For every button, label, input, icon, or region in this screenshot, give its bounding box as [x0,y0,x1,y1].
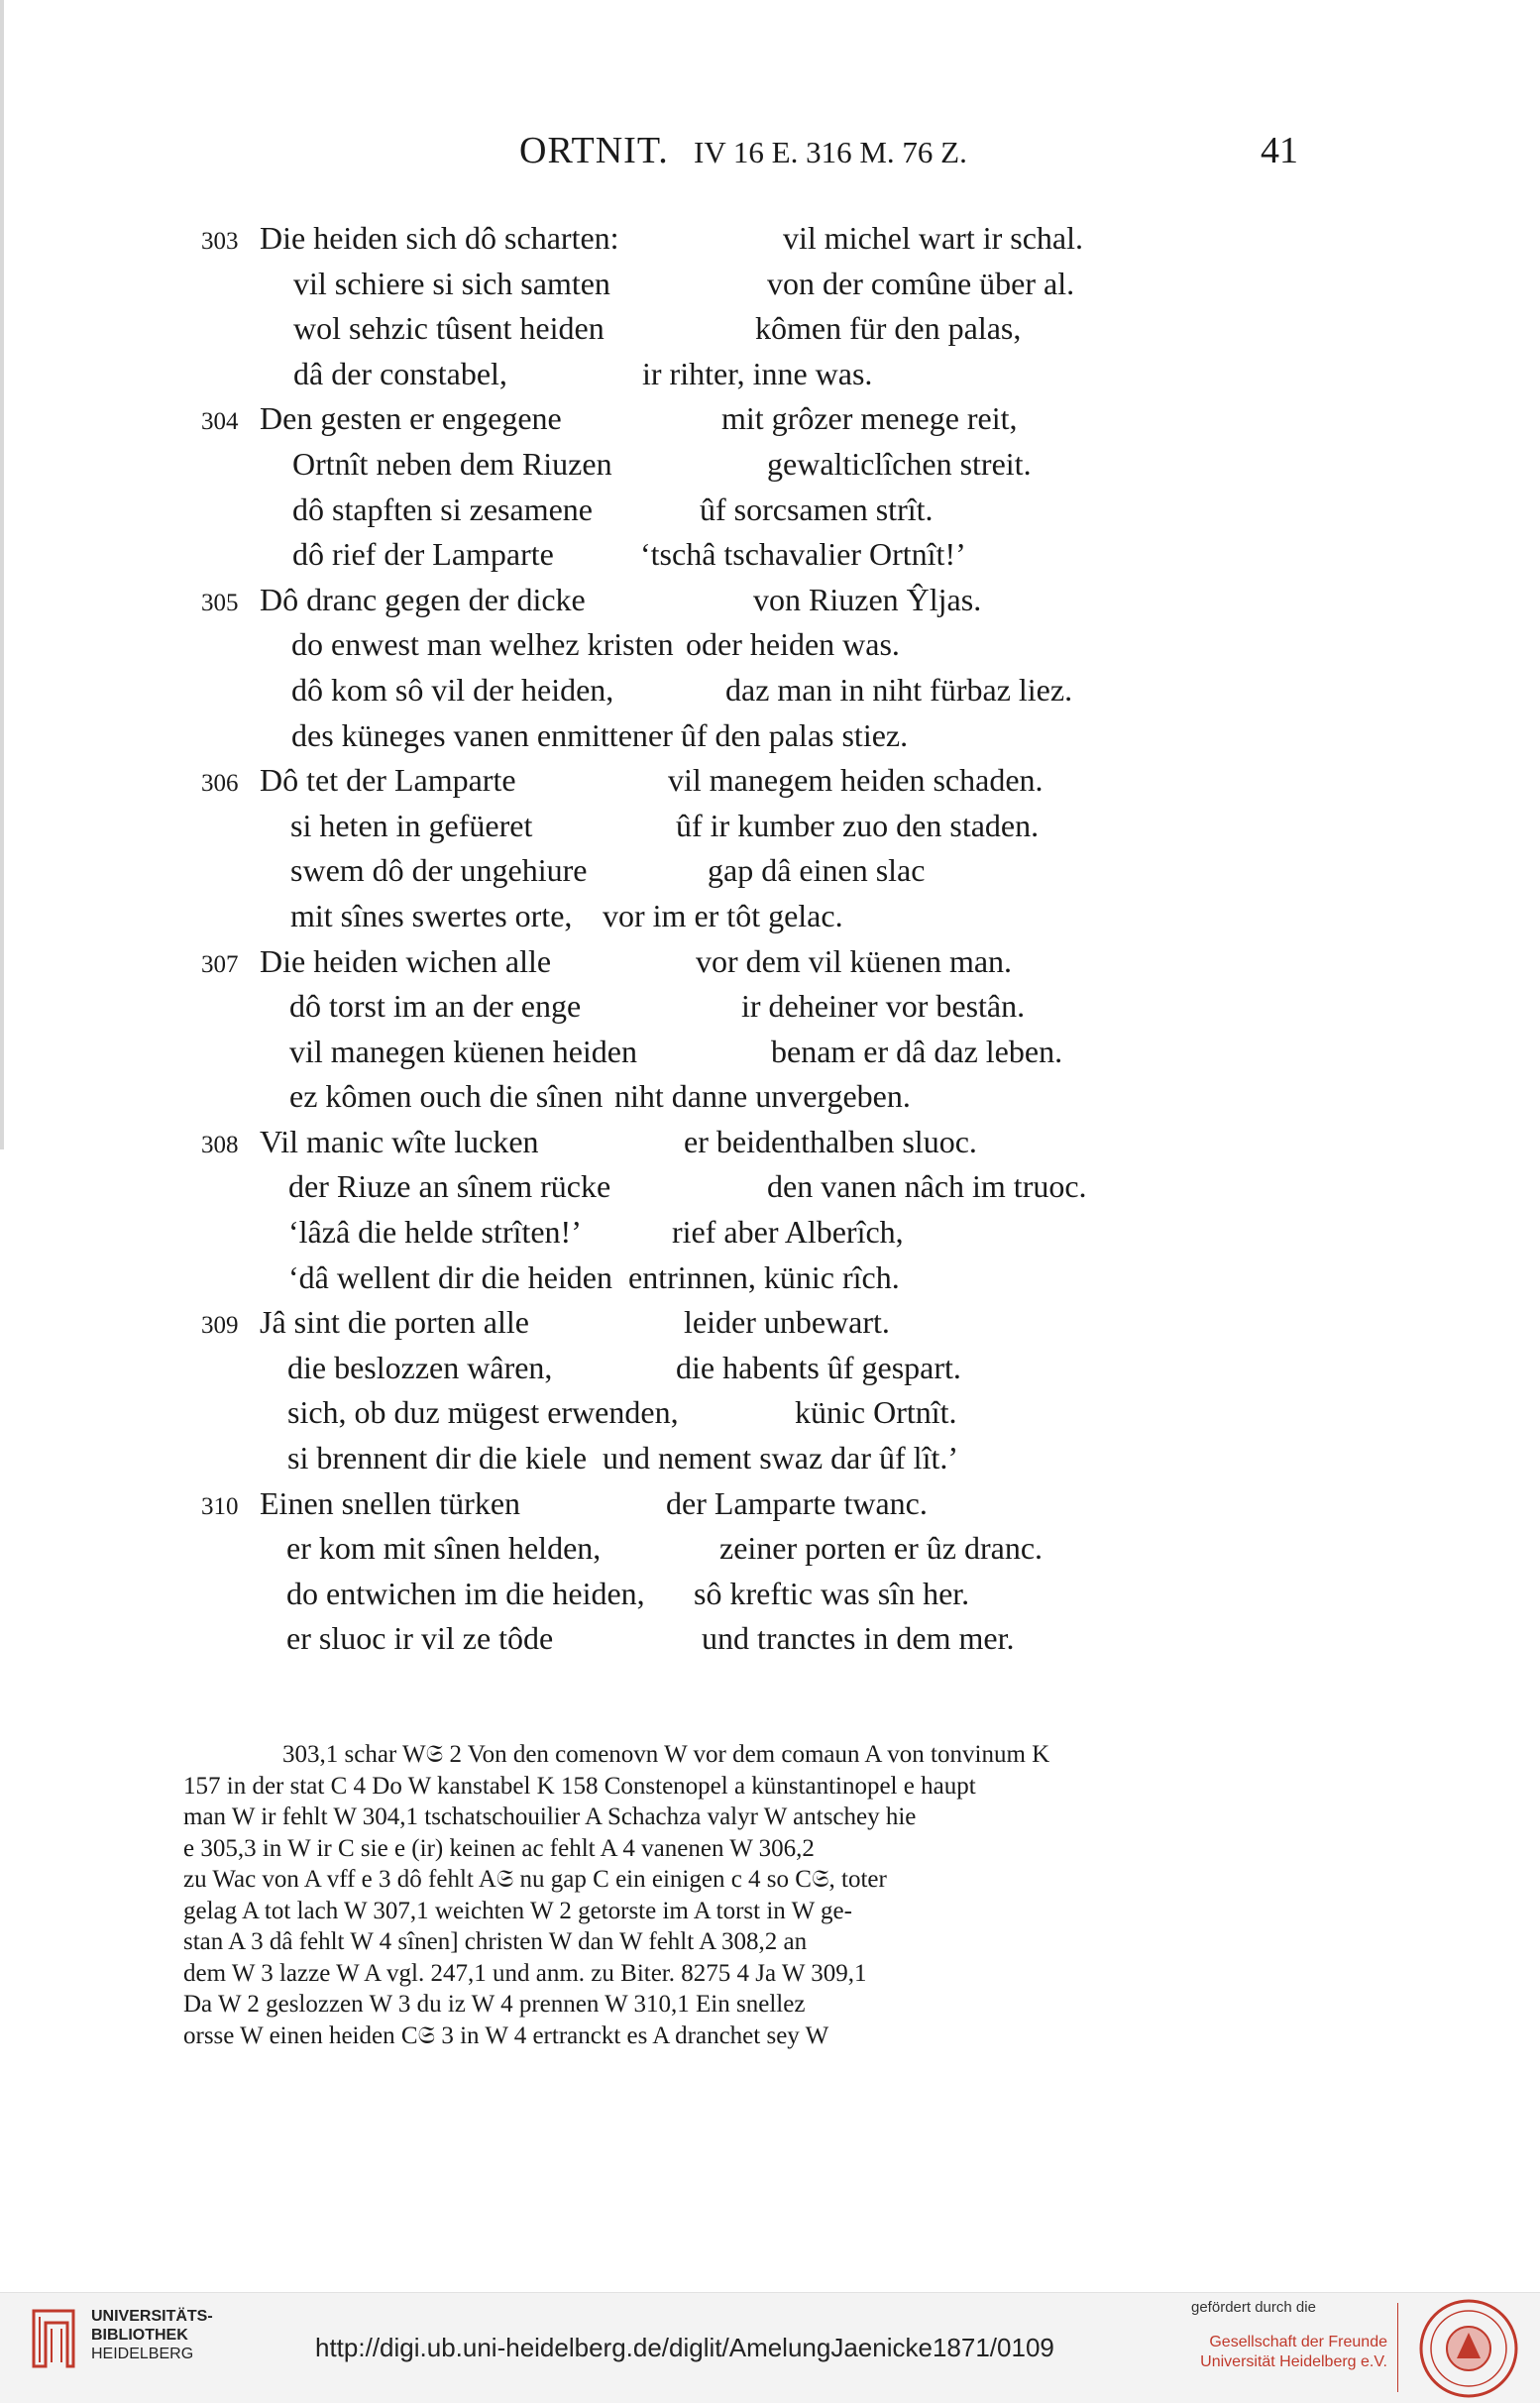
verse-second-half: niht danne unvergeben. [614,1078,911,1115]
verse-first-half: si heten in gefüeret [290,807,533,843]
verse-first-half: Den gesten er engegene [260,400,562,437]
verse-first-half: die beslozzen wâren, [287,1349,553,1385]
verse-second-half: mit grôzer menege reit, [721,400,1018,437]
verse-second-half: benam er dâ daz leben. [771,1033,1063,1069]
footnote-line: gelag A tot lach W 307,1 weichten W 2 getorste im A torst in W ge- [183,1897,852,1924]
verse-first-half: do enwest man welhez kristen [291,626,674,663]
stanza-number: 308 [201,1131,239,1158]
verse-line [0,1256,1540,1301]
verse-second-half: ûf ir kumber zuo den staden. [676,807,1040,843]
verse-first-half: Ortnît neben dem Riuzen [292,445,612,482]
verse-line [0,804,1540,849]
verse-line [0,1164,1540,1210]
verse-line [0,1436,1540,1481]
verse-first-half: Die heiden sich dô scharten: [260,220,619,256]
stanza-number: 306 [201,770,239,798]
society-name [1189,2333,1387,2372]
verse-second-half: den vanen nâch im truoc. [767,1168,1087,1205]
footnote-line: stan A 3 dâ fehlt W 4 sînen] christen W dan W fehlt A 308,2 an [183,1928,808,1955]
verse-line [0,1300,1540,1346]
verse-second-half: zeiner porten er ûz dranc. [719,1530,1044,1567]
footnote-line: e 305,3 in W ir C sie e (ir) keinen ac fehlt A 4 vanenen W 306,2 [183,1834,815,1862]
verse-first-half: des küneges vanen enmitten [291,716,648,753]
poem-text [0,216,1540,1662]
verse-line [0,352,1540,397]
verse-line [0,758,1540,804]
verse-line [0,1120,1540,1165]
footnote-line: man W ir fehlt W 304,1 tschatschouilier A Schachza valyr W antschey hie [183,1803,917,1830]
verse-second-half: von der comûne über al. [767,265,1075,301]
verse-second-half: von Riuzen Ŷljas. [753,581,982,617]
verse-line [0,894,1540,939]
verse-line [0,1526,1540,1572]
verse-line [0,848,1540,894]
verse-line [0,532,1540,578]
verse-line [0,578,1540,623]
university-seal-icon [1417,2297,1520,2400]
verse-line [0,1346,1540,1391]
verse-line [0,1481,1540,1527]
verse-second-half: er beidenthalben sluoc. [684,1123,977,1159]
verse-second-half: er ûf den palas stiez. [648,716,909,753]
verse-line [0,1616,1540,1662]
verse-second-half: leider unbewart. [684,1304,890,1341]
verse-first-half: sich, ob duz mügest erwenden, [287,1394,679,1431]
verse-line [0,622,1540,668]
verse-second-half: ‘tschâ tschavalier Ortnît!’ [640,536,966,573]
verse-first-half: Einen snellen türken [260,1484,521,1521]
verse-second-half: vil michel wart ir schal. [783,220,1084,256]
verse-line [0,984,1540,1030]
verse-line [0,216,1540,262]
verse-first-half: Jâ sint die porten alle [260,1304,529,1341]
verse-second-half: ir deheiner vor bestân. [741,988,1026,1025]
verse-second-half: gap dâ einen slac [708,852,926,889]
verse-second-half: ir rihter, inne was. [642,355,873,391]
library-name [91,2307,213,2363]
stanza-number: 310 [201,1492,239,1520]
verse-second-half: künic Ortnît. [795,1394,957,1431]
verse-second-half: und tranctes in dem mer. [702,1620,1015,1657]
verse-first-half: dô torst im an der enge [289,988,582,1025]
verse-first-half: dô rief der Lamparte [292,536,554,573]
verse-first-half: dâ der constabel, [293,355,507,391]
verse-first-half: swem dô der ungehiure [290,852,588,889]
verse-first-half: vil manegen küenen heiden [289,1033,637,1069]
verse-second-half: oder heiden was. [686,626,900,663]
verse-first-half: do entwichen im die heiden, [286,1575,645,1611]
verse-second-half: der Lamparte twanc. [666,1484,928,1521]
verse-second-half: rief aber Alberîch, [672,1214,904,1251]
verse-line [0,713,1540,759]
verse-first-half: mit sînes swertes orte, [290,897,573,933]
society-name-line2: Universität Heidelberg e.V. [1200,2353,1387,2370]
page-number: 41 [1261,130,1298,171]
footer-divider [1397,2303,1398,2392]
permalink-url[interactable]: http://digi.ub.uni-heidelberg.de/diglit/AmelungJaenicke1871/0109 [315,2333,1054,2362]
verse-first-half: der Riuze an sînem rücke [288,1168,611,1205]
verse-second-half: daz man in niht fürbaz liez. [725,671,1073,708]
verse-first-half: wol sehzic tûsent heiden [293,310,605,347]
verse-first-half: Dô tet der Lamparte [260,762,516,799]
critical-apparatus [183,1739,1288,2051]
verse-first-half: dô kom sô vil der heiden, [291,671,614,708]
verse-second-half: und nement swaz dar ûf lît.’ [603,1440,958,1476]
verse-first-half: ‘lâzâ die helde strîten!’ [288,1214,582,1251]
verse-second-half: vor dem vil küenen man. [696,942,1013,979]
running-title: ORTNIT. [519,130,669,171]
library-name-line2: BIBLIOTHEK [91,2327,188,2344]
verse-line [0,396,1540,442]
verse-first-half: dô stapften si zesamene [292,491,593,527]
verse-second-half: vor im er tôt gelac. [603,897,843,933]
verse-line [0,939,1540,985]
society-name-line1: Gesellschaft der Freunde [1209,2334,1387,2350]
footnote-line: dem W 3 lazze W A vgl. 247,1 und anm. zu Biter. 8275 4 Ja W 309,1 [183,1959,867,1987]
verse-line [0,442,1540,488]
footnote-line: Da W 2 geslozzen W 3 du iz W 4 prennen W 310,1 Ein snellez [183,1991,806,2018]
verse-second-half: gewalticlîchen streit. [767,445,1032,482]
stanza-number: 305 [201,589,239,616]
verse-first-half: ‘dâ wellent dir die heiden [288,1258,612,1295]
verse-second-half: kômen für den palas, [755,310,1022,347]
footnote-line: 157 in der stat C 4 Do W kanstabel K 158 Constenopel a künstantinopel e haupt [183,1772,976,1800]
running-reference: IV 16 E. 316 M. 76 Z. [694,135,967,169]
verse-first-half: ez kômen ouch die sînen [289,1078,604,1115]
footer-bar [0,2292,1540,2403]
library-name-line1: UNIVERSITÄTS- [91,2308,213,2325]
funded-by-label: gefördert durch die [1191,2299,1316,2316]
footnote-line: zu Wac von A vff e 3 dô fehlt A𝔖 nu gap C ein einigen c 4 so C𝔖, toter [183,1866,887,1893]
stanza-number: 309 [201,1312,239,1340]
library-logo-icon [28,2307,79,2370]
footnote-line: orsse W einen heiden C𝔖 3 in W 4 ertranckt es A dranchet sey W [183,2021,829,2049]
stanza-number: 307 [201,950,239,978]
verse-line [0,668,1540,713]
stanza-number: 304 [201,408,239,436]
verse-second-half: vil manegem heiden schaden. [668,762,1044,799]
verse-second-half: sô kreftic was sîn her. [694,1575,970,1611]
verse-line [0,488,1540,533]
verse-line [0,262,1540,307]
verse-first-half: er sluoc ir vil ze tôde [286,1620,554,1657]
verse-first-half: Die heiden wichen alle [260,942,552,979]
verse-second-half: entrinnen, künic rîch. [628,1258,900,1295]
verse-line [0,306,1540,352]
verse-second-half: die habents ûf gespart. [676,1349,961,1385]
verse-first-half: si brennent dir die kiele [287,1440,588,1476]
verse-first-half: vil schiere si sich samten [293,265,610,301]
verse-line [0,1572,1540,1617]
verse-first-half: er kom mit sînen helden, [286,1530,602,1567]
running-head [0,129,1540,188]
verse-line [0,1030,1540,1075]
stanza-number: 303 [201,228,239,255]
footnote-line: 303,1 schar W𝔖 2 Von den comenovn W vor dem comaun A von tonvinum K [282,1741,1050,1768]
verse-line [0,1390,1540,1436]
library-name-line3: HEIDELBERG [91,2346,194,2362]
verse-second-half: ûf sorcsamen strît. [700,491,934,527]
verse-line [0,1210,1540,1256]
verse-first-half: Vil manic wîte lucken [260,1123,539,1159]
verse-first-half: Dô dranc gegen der dicke [260,581,586,617]
verse-line [0,1074,1540,1120]
